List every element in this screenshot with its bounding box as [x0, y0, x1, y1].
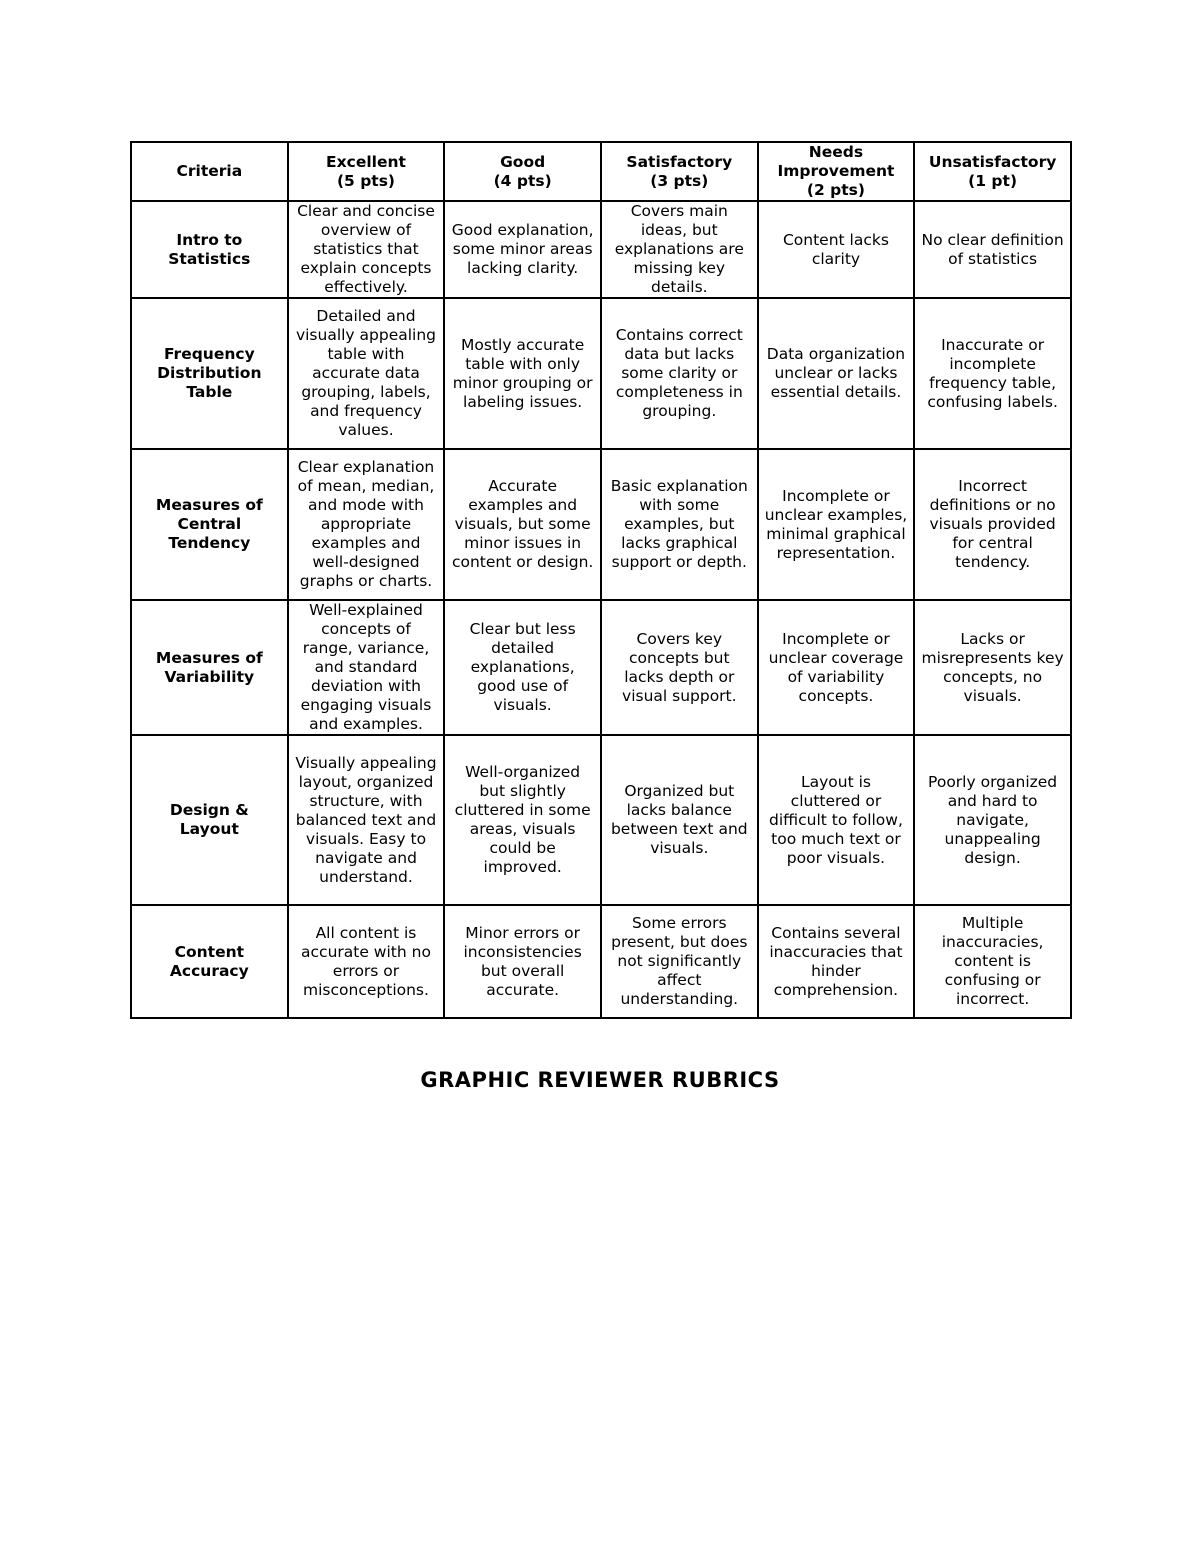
criterion-cell: Frequency Distribution Table [131, 298, 288, 449]
rubric-cell-good: Good explanation, some minor areas lacking clarity. [444, 201, 601, 298]
rubric-cell-satisfactory: Some errors present, but does not significantly affect understanding. [601, 905, 758, 1018]
rubric-cell-excellent: Clear explanation of mean, median, and mode with appropriate examples and well-designed graphs or charts. [288, 449, 445, 600]
header-label: Criteria [176, 162, 243, 180]
header-label: Needs Improvement [777, 143, 895, 180]
rubric-cell-unsatisfactory: Poorly organized and hard to navigate, unappealing design. [914, 735, 1071, 905]
rubric-cell-excellent: Visually appealing layout, organized structure, with balanced text and visuals. Easy to navigate and understand. [288, 735, 445, 905]
header-label: Unsatisfactory [928, 152, 1057, 171]
header-label: Good [500, 152, 546, 171]
rubric-cell-excellent: All content is accurate with no errors or misconceptions. [288, 905, 445, 1018]
rubric-cell-needs-improvement: Content lacks clarity [758, 201, 915, 298]
header-needs-improvement [758, 142, 915, 201]
rubric-cell-good: Accurate examples and visuals, but some minor issues in content or design. [444, 449, 601, 600]
header-points: (2 pts) [806, 181, 865, 199]
rubric-cell-needs-improvement: Incomplete or unclear examples, minimal graphical representation. [758, 449, 915, 600]
header-label: Satisfactory [626, 152, 733, 171]
header-label: Excellent [326, 152, 406, 171]
rubric-cell-satisfactory: Basic explanation with some examples, but lacks graphical support or depth. [601, 449, 758, 600]
rubric-cell-satisfactory: Organized but lacks balance between text and visuals. [601, 735, 758, 905]
rubric-cell-good: Minor errors or inconsistencies but overall accurate. [444, 905, 601, 1018]
rubric-cell-unsatisfactory: Inaccurate or incomplete frequency table, confusing labels. [914, 298, 1071, 449]
rubric-cell-needs-improvement: Incomplete or unclear coverage of variability concepts. [758, 600, 915, 735]
criterion-cell: Design & Layout [131, 735, 288, 905]
rubric-cell-excellent: Clear and concise overview of statistics that explain concepts effectively. [288, 201, 445, 298]
header-criteria [131, 142, 288, 201]
header-points: (5 pts) [336, 171, 396, 190]
header-unsatisfactory [914, 142, 1071, 201]
header-good [444, 142, 601, 201]
rubric-cell-unsatisfactory: Multiple inaccuracies, content is confusing or incorrect. [914, 905, 1071, 1018]
table-row [131, 449, 1071, 600]
rubric-cell-excellent: Detailed and visually appealing table with accurate data grouping, labels, and frequency values. [288, 298, 445, 449]
rubric-cell-unsatisfactory: Incorrect definitions or no visuals provided for central tendency. [914, 449, 1071, 600]
rubric-cell-good: Mostly accurate table with only minor grouping or labeling issues. [444, 298, 601, 449]
header-points: (4 pts) [493, 171, 552, 190]
rubric-cell-needs-improvement: Contains several inaccuracies that hinder comprehension. [758, 905, 915, 1018]
criterion-cell: Measures of Central Tendency [131, 449, 288, 600]
rubric-cell-needs-improvement: Data organization unclear or lacks essential details. [758, 298, 915, 449]
rubric-table [130, 141, 1072, 1019]
rubric-cell-satisfactory: Contains correct data but lacks some clarity or completeness in grouping. [601, 298, 758, 449]
rubric-cell-unsatisfactory: Lacks or misrepresents key concepts, no visuals. [914, 600, 1071, 735]
criterion-cell: Measures of Variability [131, 600, 288, 735]
header-points: (1 pt) [968, 171, 1018, 190]
header-row [131, 142, 1071, 201]
criterion-cell: Content Accuracy [131, 905, 288, 1018]
table-row [131, 600, 1071, 735]
rubric-cell-needs-improvement: Layout is cluttered or difficult to follow, too much text or poor visuals. [758, 735, 915, 905]
document-title: GRAPHIC REVIEWER RUBRICS [420, 1068, 780, 1092]
rubric-cell-satisfactory: Covers key concepts but lacks depth or visual support. [601, 600, 758, 735]
table-row [131, 201, 1071, 298]
header-points: (3 pts) [650, 171, 709, 190]
header-satisfactory [601, 142, 758, 201]
header-excellent [288, 142, 445, 201]
rubric-cell-good: Well-organized but slightly cluttered in some areas, visuals could be improved. [444, 735, 601, 905]
table-row [131, 735, 1071, 905]
rubric-cell-unsatisfactory: No clear definition of statistics [914, 201, 1071, 298]
rubric-cell-good: Clear but less detailed explanations, good use of visuals. [444, 600, 601, 735]
rubric-cell-excellent: Well-explained concepts of range, variance, and standard deviation with engaging visuals and examples. [288, 600, 445, 735]
criterion-cell: Intro to Statistics [131, 201, 288, 298]
table-row [131, 905, 1071, 1018]
table-row [131, 298, 1071, 449]
rubric-cell-satisfactory: Covers main ideas, but explanations are missing key details. [601, 201, 758, 298]
